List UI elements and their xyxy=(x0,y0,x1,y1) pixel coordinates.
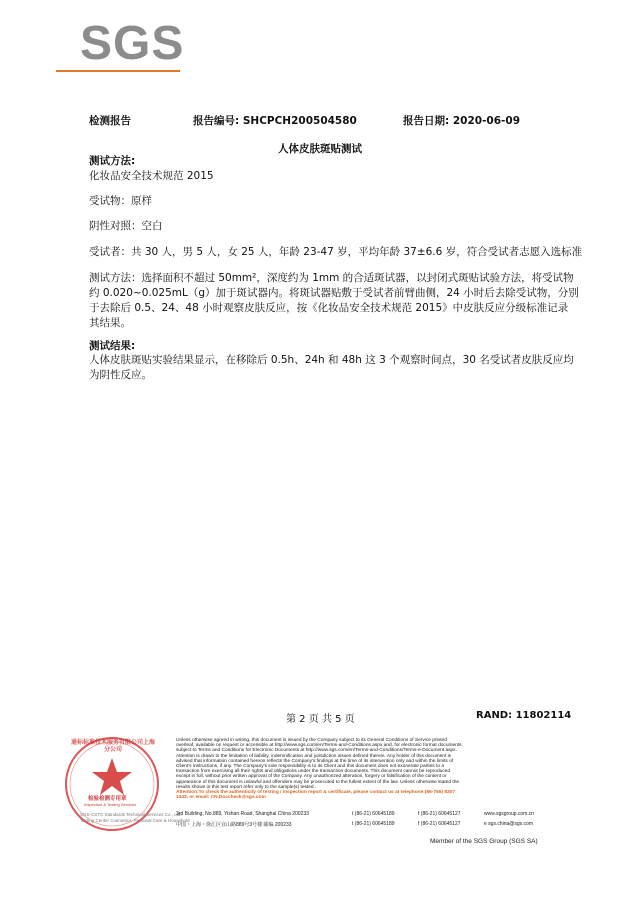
result-paragraph xyxy=(89,353,589,383)
address-english: 3rd Building, No.889, Yishan Road, Shanghai China 200233 xyxy=(176,811,309,817)
member-line: Member of the SGS Group (SGS SA) xyxy=(430,838,538,845)
fax-cn: f (86-21) 60645127 xyxy=(418,821,461,827)
result-line: 人体皮肤斑贴实验结果显示，在移除后 0.5h、24h 和 48h 这 3 个观察时间点，30 名受试者皮肤反应均 xyxy=(89,354,574,366)
disclaimer-line: except in full, without prior written approval of the Company. Any unauthorized alteration, forgery or falsification of the content or xyxy=(176,774,447,780)
sgs-logo: SGS xyxy=(80,17,185,70)
logo-rule xyxy=(56,70,180,72)
disclaimer-line: subject to Terms and Conditions for Electronic Documents at http://www.sgs.com/en/Terms-and-Conditions/Terms-e-Document.aspx. xyxy=(176,748,457,754)
report-label: 检测报告 xyxy=(89,115,131,127)
disclaimer-line: Client's instructions, if any. The Company's sole responsibility is to its Client and this document does not exonerate parties to a xyxy=(176,764,445,770)
disclaimer-line: results shown in this test report refer only to the sample(s) tested . xyxy=(176,784,317,790)
stamp-english-text: Inspection & Testing Services xyxy=(84,802,137,807)
email: e sgs.china@sgs.com xyxy=(484,821,533,827)
method-heading: 测试方法: xyxy=(89,155,136,167)
disclaimer-line: transaction from exercising all their rights and obligations under the transaction documents. This document cannot be reproduced xyxy=(176,769,451,775)
website: www.sgsgroup.com.cn xyxy=(484,811,535,817)
disclaimer-line: overleaf, available on request or accessible at http://www.sgs.com/en/Terms-and-Conditions.aspx and, for electronic format documents, xyxy=(176,743,463,749)
phone-cn: t (86-21) 60645189 xyxy=(352,821,395,827)
disclaimer-line: Unless otherwise agreed in writing, this document is issued by the Company subject to its General Conditions of Service printed xyxy=(176,738,447,743)
disclaimer-line: Attention is drawn to the limitation of liability, indemnification and jurisdiction issues defined therein. Any holder of this document is xyxy=(176,753,452,759)
rand-number: RAND: 11802114 xyxy=(476,710,572,721)
procedure-paragraph xyxy=(89,271,589,331)
stamp-arc-text: 通标标准技术服务有限公司上海分公司 xyxy=(70,740,155,753)
disclaimer-line: appearance of this document is unlawful and offenders may be prosecuted to the fullest extent of the law. Unless otherwise stated the xyxy=(176,779,460,785)
method-reference: 化妆品安全技术规范 2015 xyxy=(89,170,214,182)
page-title: 人体皮肤斑贴测试 xyxy=(278,143,362,155)
procedure-line: 测试方法：选择面积不超过 50mm²，深度约为 1mm 的合适斑试器，以封闭式斑贴试验方法，将受试物 xyxy=(89,272,574,284)
disclaimer-line: advised that information contained hereon reflects the Company's findings at the time of its intervention only and within the limits of xyxy=(176,758,454,764)
attention-line: 1443, or email: CN.Doccheck@sgs.com xyxy=(176,795,266,801)
report-number: 报告编号: SHCPCH200504580 xyxy=(193,115,357,127)
procedure-line: 约 0.020~0.025mL（g）加于斑试器内。将斑试器贴敷于受试者前臂曲侧，24 小时后去除受试物，分别 xyxy=(89,287,579,299)
fax-en: f (86-21) 60645127 xyxy=(418,811,461,817)
legal-disclaimer xyxy=(176,738,560,800)
result-heading: 测试结果: xyxy=(89,340,136,352)
sample-line: 受试物：原样 xyxy=(89,195,152,207)
subjects-line: 受试者：共 30 人，男 5 人，女 25 人，年龄 23-47 岁，平均年龄 37±6.6 岁，符合受试者志愿入选标准 xyxy=(89,246,583,258)
address-chinese: 中国・上海・徐汇区宜山路889号3号楼 邮编 200233 xyxy=(176,822,292,828)
procedure-line: 其结果。 xyxy=(89,317,131,329)
stamp-center-text: 检验检测专用章 xyxy=(88,796,127,802)
phone-en: t (86-21) 60645189 xyxy=(352,811,395,817)
procedure-line: 于去除后 0.5、24、48 小时观察皮肤反应，按《化妆品安全技术规范 2015》中皮肤反应分级标准记录 xyxy=(89,302,569,314)
page-indicator: 第 2 页 共 5 页 xyxy=(286,714,355,725)
center-line-2: Testing Center Cosmetics, Personal Care & Household xyxy=(80,818,190,823)
result-line: 为阴性反应。 xyxy=(89,369,152,381)
attention-line: Attention:To check the authenticity of testing / inspection report & certificate, please contact us at telephone:(86-755) 8307 xyxy=(176,790,455,796)
report-date: 报告日期: 2020-06-09 xyxy=(403,115,521,127)
center-line-1: SGS-CSTC Standards Technical Services Co., Ltd. xyxy=(80,812,182,817)
control-line: 阴性对照：空白 xyxy=(89,220,163,232)
